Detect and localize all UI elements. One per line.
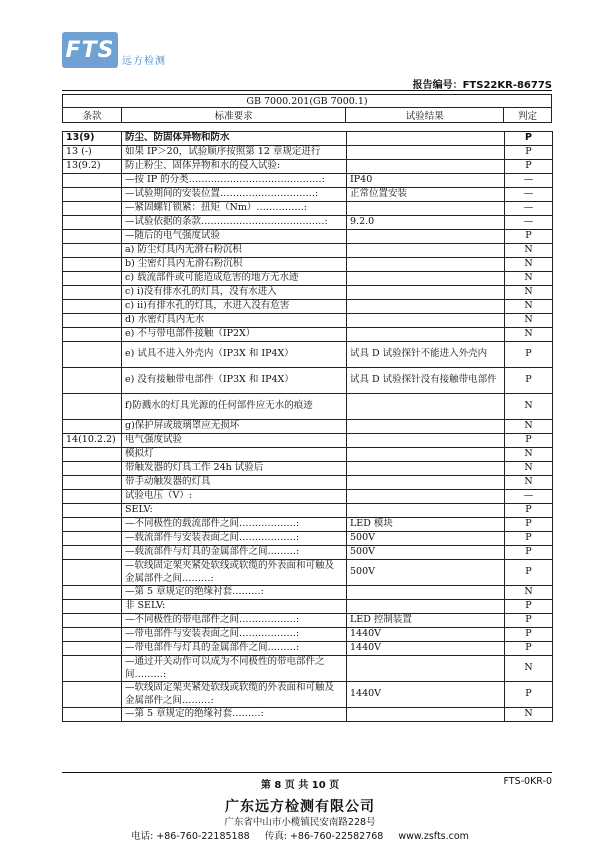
- result-cell: [347, 244, 505, 258]
- requirement-cell: 带手动触发器的灯具: [122, 476, 347, 490]
- result-cell: [347, 314, 505, 328]
- result-cell: [347, 394, 505, 420]
- table-row: [63, 132, 553, 146]
- requirement-cell: —试验期间的安装位置…………………………:: [122, 188, 347, 202]
- verdict-cell: P: [505, 560, 553, 586]
- requirement-cell: 模拟灯: [122, 448, 347, 462]
- requirement-cell: 带触发器的灯具工作 24h 试验后: [122, 462, 347, 476]
- requirement-cell: —试验依据的条款…………………………………:: [122, 216, 347, 230]
- requirement-cell: —不同极性的载流部件之间………………:: [122, 518, 347, 532]
- result-cell: [347, 258, 505, 272]
- contact-info: [0, 828, 600, 842]
- verdict-cell: —: [505, 490, 553, 504]
- report-number: 报告编号：FTS22KR-8677S: [412, 80, 552, 91]
- table-row: [63, 708, 553, 722]
- requirement-cell: —载流部件与安装表面之间………………:: [122, 532, 347, 546]
- requirement-cell: —第 5 章规定的绝缘衬套………:: [122, 586, 347, 600]
- requirement-cell: c) ii)有排水孔的灯具，水进入没有危害: [122, 300, 347, 314]
- table-row: [63, 314, 553, 328]
- requirement-cell: e) 试具不进入外壳内（IP3X 和 IP4X）: [122, 342, 347, 368]
- col-header-requirement: 标准要求: [121, 108, 346, 123]
- company-name: 广东远方检测有限公司: [225, 799, 375, 815]
- result-cell: 9.2.0: [347, 216, 505, 230]
- table-row: [63, 342, 553, 368]
- company-logo: [62, 32, 166, 68]
- verdict-cell: N: [505, 476, 553, 490]
- result-cell: LED 模块: [347, 518, 505, 532]
- clause-cell: 13(9.2): [63, 160, 122, 174]
- verdict-cell: N: [505, 286, 553, 300]
- requirement-cell: —通过开关动作可以成为不同极性的带电部件之间………:: [122, 656, 347, 682]
- verdict-cell: P: [505, 532, 553, 546]
- verdict-cell: P: [505, 628, 553, 642]
- page-number: 第 8 页 共 10 页: [260, 780, 340, 791]
- result-cell: [347, 490, 505, 504]
- clause-cell: [63, 682, 122, 708]
- table-row: [63, 628, 553, 642]
- result-cell: [347, 476, 505, 490]
- verdict-cell: P: [505, 682, 553, 708]
- form-code: FTS-0KR-0: [503, 776, 552, 787]
- result-cell: 正常位置安装: [347, 188, 505, 202]
- verdict-cell: P: [505, 546, 553, 560]
- verdict-cell: —: [505, 174, 553, 188]
- requirement-cell: —软线固定架夹紧处软线或软缆的外表面和可触及金属部件之间………:: [122, 560, 347, 586]
- clause-cell: 13(9): [63, 132, 122, 146]
- result-cell: 500V: [347, 532, 505, 546]
- result-cell: [347, 504, 505, 518]
- result-cell: 试具 D 试验探针不能进入外壳内: [347, 342, 505, 368]
- table-row: [63, 586, 553, 600]
- requirement-cell: b) 尘密灯具内无滑石粉沉积: [122, 258, 347, 272]
- table-row: [63, 490, 553, 504]
- result-cell: 1440V: [347, 628, 505, 642]
- verdict-cell: P: [505, 160, 553, 174]
- col-header-result: 试验结果: [346, 108, 504, 123]
- table-row: [63, 600, 553, 614]
- result-cell: IP40: [347, 174, 505, 188]
- requirement-cell: a) 防尘灯具内无滑石粉沉积: [122, 244, 347, 258]
- requirement-cell: —带电部件与灯具的金属部件之间………:: [122, 642, 347, 656]
- clause-cell: [63, 244, 122, 258]
- requirement-cell: e) 不与带电部件接触（IP2X）: [122, 328, 347, 342]
- clause-cell: 14(10.2.2): [63, 434, 122, 448]
- requirement-cell: 试验电压（V）:: [122, 490, 347, 504]
- table-row: [63, 394, 553, 420]
- result-cell: [347, 300, 505, 314]
- verdict-cell: —: [505, 216, 553, 230]
- standard-title: GB 7000.201(GB 7000.1): [63, 95, 552, 108]
- verdict-cell: N: [505, 258, 553, 272]
- verdict-cell: P: [505, 230, 553, 244]
- table-row: [63, 462, 553, 476]
- clause-cell: [63, 462, 122, 476]
- header-rule: [62, 90, 552, 91]
- clause-cell: [63, 300, 122, 314]
- table-row: [63, 216, 553, 230]
- verdict-cell: P: [505, 434, 553, 448]
- verdict-cell: N: [505, 448, 553, 462]
- requirement-cell: —第 5 章规定的绝缘衬套………:: [122, 708, 347, 722]
- table-row: [63, 258, 553, 272]
- result-cell: [347, 434, 505, 448]
- requirement-cell: —载流部件与灯具的金属部件之间………:: [122, 546, 347, 560]
- clause-cell: [63, 504, 122, 518]
- table-row: [63, 420, 553, 434]
- table-row: [63, 476, 553, 490]
- verdict-cell: P: [505, 368, 553, 394]
- table-row: [63, 656, 553, 682]
- clause-cell: [63, 272, 122, 286]
- verdict-cell: N: [505, 272, 553, 286]
- table-row: [63, 614, 553, 628]
- test-results-table: [62, 131, 553, 722]
- clause-cell: [63, 532, 122, 546]
- table-row: [63, 504, 553, 518]
- table-row: [63, 146, 553, 160]
- verdict-cell: P: [505, 614, 553, 628]
- result-cell: 1440V: [347, 642, 505, 656]
- clause-cell: [63, 708, 122, 722]
- table-row: [63, 230, 553, 244]
- clause-cell: [63, 216, 122, 230]
- verdict-cell: N: [505, 656, 553, 682]
- clause-cell: [63, 586, 122, 600]
- clause-cell: [63, 560, 122, 586]
- requirement-cell: 防止粉尘、固体异物和水的侵入试验:: [122, 160, 347, 174]
- result-cell: [347, 146, 505, 160]
- clause-cell: [63, 490, 122, 504]
- clause-cell: [63, 518, 122, 532]
- requirement-cell: 如果 IP＞20，试验顺序按照第 12 章规定进行: [122, 146, 347, 160]
- table-row: [63, 272, 553, 286]
- col-header-clause: 条款: [63, 108, 122, 123]
- result-cell: [347, 656, 505, 682]
- requirement-cell: e) 没有接触带电部件（IP3X 和 IP4X）: [122, 368, 347, 394]
- verdict-cell: P: [505, 504, 553, 518]
- table-row: [63, 682, 553, 708]
- verdict-cell: P: [505, 342, 553, 368]
- result-cell: [347, 272, 505, 286]
- requirement-cell: —软线固定架夹紧处软线或软缆的外表面和可触及金属部件之间………:: [122, 682, 347, 708]
- logo-text: FTS: [65, 37, 115, 63]
- result-cell: [347, 132, 505, 146]
- requirement-cell: —随后的电气强度试验: [122, 230, 347, 244]
- phone: 电话: +86-760-22185188: [131, 831, 250, 842]
- result-cell: 500V: [347, 560, 505, 586]
- requirement-cell: c) i)没有排水孔的灯具，没有水进入: [122, 286, 347, 300]
- website: www.zsfts.com: [398, 831, 469, 842]
- table-row: [63, 518, 553, 532]
- requirement-cell: 非 SELV:: [122, 600, 347, 614]
- requirement-cell: —不同极性的带电部件之间………………:: [122, 614, 347, 628]
- table-header: [62, 94, 552, 123]
- verdict-cell: N: [505, 314, 553, 328]
- clause-cell: [63, 342, 122, 368]
- result-cell: [347, 586, 505, 600]
- clause-cell: [63, 642, 122, 656]
- verdict-cell: —: [505, 202, 553, 216]
- verdict-cell: P: [505, 518, 553, 532]
- result-cell: [347, 420, 505, 434]
- table-row: [63, 546, 553, 560]
- clause-cell: [63, 328, 122, 342]
- footer-rule: [62, 772, 552, 773]
- verdict-cell: P: [505, 146, 553, 160]
- requirement-cell: —紧固螺钉锁紧：扭矩（Nm）……………:: [122, 202, 347, 216]
- verdict-cell: —: [505, 188, 553, 202]
- requirement-cell: f)防溅水的灯具光源的任何部件应无水的痕迹: [122, 394, 347, 420]
- clause-cell: [63, 230, 122, 244]
- table-row: [63, 188, 553, 202]
- clause-cell: [63, 614, 122, 628]
- requirement-cell: g)保护屏或玻璃罩应无损坏: [122, 420, 347, 434]
- result-cell: [347, 230, 505, 244]
- result-cell: 1440V: [347, 682, 505, 708]
- company-address: 广东省中山市小榄镇民安南路228号: [224, 817, 376, 828]
- requirement-cell: SELV:: [122, 504, 347, 518]
- table-row: [63, 560, 553, 586]
- clause-cell: [63, 258, 122, 272]
- clause-cell: [63, 448, 122, 462]
- requirement-cell: —按 IP 的分类……………………………………:: [122, 174, 347, 188]
- verdict-cell: N: [505, 244, 553, 258]
- clause-cell: [63, 286, 122, 300]
- table-row: [63, 642, 553, 656]
- verdict-cell: N: [505, 328, 553, 342]
- result-cell: [347, 600, 505, 614]
- requirement-cell: c) 载流部件或可能造成危害的地方无水迹: [122, 272, 347, 286]
- clause-cell: [63, 546, 122, 560]
- verdict-cell: N: [505, 420, 553, 434]
- verdict-cell: P: [505, 600, 553, 614]
- clause-cell: [63, 656, 122, 682]
- result-cell: [347, 160, 505, 174]
- clause-cell: [63, 628, 122, 642]
- table-row: [63, 328, 553, 342]
- clause-cell: 13 (-): [63, 146, 122, 160]
- clause-cell: [63, 188, 122, 202]
- clause-cell: [63, 174, 122, 188]
- table-row: [63, 368, 553, 394]
- logo-mark: [62, 32, 118, 68]
- requirement-cell: 电气强度试验: [122, 434, 347, 448]
- requirement-cell: —带电部件与安装表面之间………………:: [122, 628, 347, 642]
- verdict-cell: N: [505, 300, 553, 314]
- result-cell: [347, 448, 505, 462]
- requirement-cell: d) 水密灯具内无水: [122, 314, 347, 328]
- verdict-cell: P: [505, 642, 553, 656]
- logo-company-name: 远方检测: [122, 56, 166, 67]
- clause-cell: [63, 368, 122, 394]
- clause-cell: [63, 420, 122, 434]
- clause-cell: [63, 600, 122, 614]
- table-row: [63, 434, 553, 448]
- clause-cell: [63, 314, 122, 328]
- result-cell: LED 控制装置: [347, 614, 505, 628]
- table-row: [63, 286, 553, 300]
- verdict-cell: N: [505, 394, 553, 420]
- fax: 传真: +86-760-22582768: [264, 831, 384, 842]
- table-row: [63, 244, 553, 258]
- col-header-verdict: 判定: [504, 108, 552, 123]
- verdict-cell: N: [505, 708, 553, 722]
- verdict-cell: N: [505, 586, 553, 600]
- table-row: [63, 448, 553, 462]
- table-row: [63, 532, 553, 546]
- requirement-cell: 防尘、防固体异物和防水: [122, 132, 347, 146]
- clause-cell: [63, 202, 122, 216]
- clause-cell: [63, 476, 122, 490]
- result-cell: [347, 462, 505, 476]
- table-row: [63, 160, 553, 174]
- verdict-cell: P: [505, 132, 553, 146]
- result-cell: [347, 328, 505, 342]
- result-cell: [347, 202, 505, 216]
- table-row: [63, 174, 553, 188]
- table-row: [63, 202, 553, 216]
- table-row: [63, 300, 553, 314]
- result-cell: 试具 D 试验探针没有接触带电部件: [347, 368, 505, 394]
- clause-cell: [63, 394, 122, 420]
- verdict-cell: N: [505, 462, 553, 476]
- result-cell: [347, 708, 505, 722]
- result-cell: [347, 286, 505, 300]
- result-cell: 500V: [347, 546, 505, 560]
